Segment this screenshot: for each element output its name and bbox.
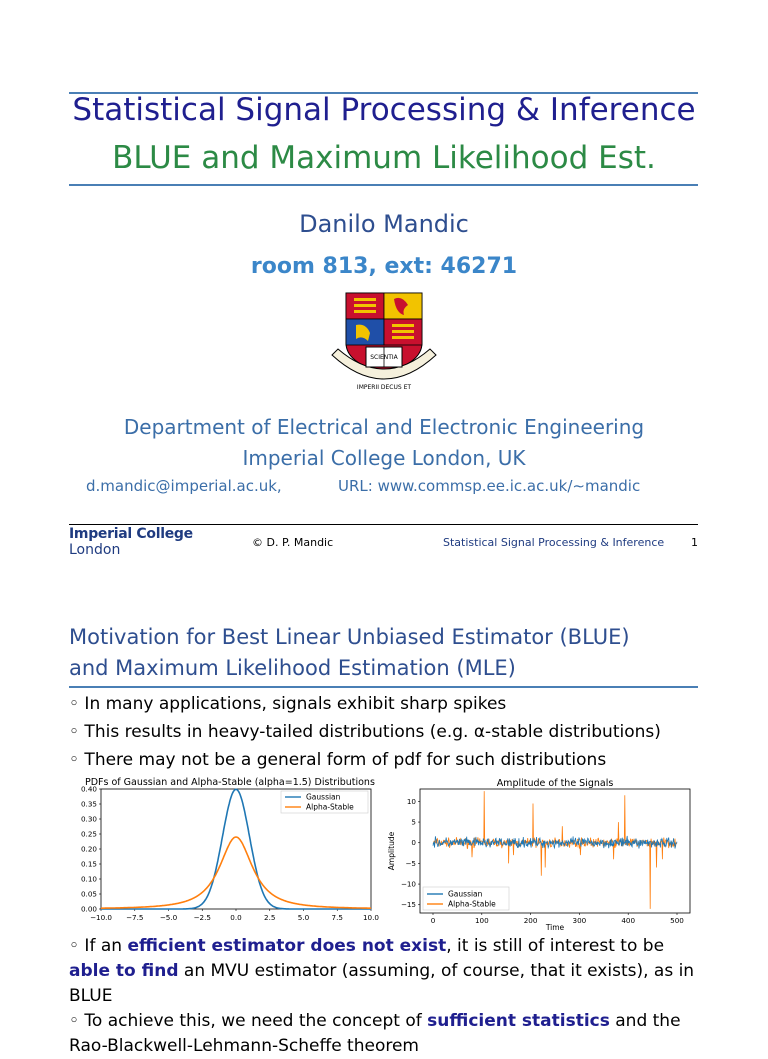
svg-text:IMPERII DECUS ET: IMPERII DECUS ET xyxy=(356,384,412,391)
footer-logo-line2: London xyxy=(69,542,121,558)
room-ext: room 813, ext: 46271 xyxy=(250,254,518,279)
x-tick-label: 10.0 xyxy=(362,913,380,922)
slide2-heading xyxy=(69,622,630,684)
x-tick-label: −5.0 xyxy=(159,913,178,922)
x-tick-label: −10.0 xyxy=(89,913,113,922)
text: , it is still of interest to be xyxy=(446,936,665,956)
page-number: 1 xyxy=(691,536,698,549)
legend-gaussian: Gaussian xyxy=(306,792,341,802)
bullet-list xyxy=(69,690,661,774)
college-crest xyxy=(326,291,442,403)
slide-title: Statistical Signal Processing & Inference xyxy=(72,92,696,128)
bullet-item: ◦ In many applications, signals exhibit sharp spikes xyxy=(69,694,507,714)
y-tick-label: 0.40 xyxy=(80,784,97,794)
legend-gaussian: Gaussian xyxy=(448,889,483,899)
emphasis: efficient estimator does not exist xyxy=(127,936,447,956)
y-ticks xyxy=(401,797,420,909)
svg-text:SCIENTIA: SCIENTIA xyxy=(370,354,398,361)
y-ticks xyxy=(81,785,101,914)
x-tick-label: 300 xyxy=(572,916,587,925)
text: ◦ If an xyxy=(69,936,128,956)
x-tick-label: 5.0 xyxy=(297,913,310,922)
slide2-heading-line2: and Maximum Likelihood Estimation (MLE) xyxy=(69,656,516,680)
x-tick-label: −2.5 xyxy=(193,913,211,922)
slide-subtitle: BLUE and Maximum Likelihood Est. xyxy=(112,140,656,176)
url-link[interactable]: URL: www.commsp.ee.ic.ac.uk/∼mandic xyxy=(338,477,641,495)
y-tick-label: 0.35 xyxy=(80,799,97,809)
footer-course: Statistical Signal Processing & Inference xyxy=(443,536,665,549)
chart-title: Amplitude of the Signals xyxy=(496,778,614,789)
department xyxy=(0,412,768,474)
pdf-chart xyxy=(74,775,384,925)
email-link[interactable]: d.mandic@imperial.ac.uk, xyxy=(86,477,282,495)
y-tick-label: 0.15 xyxy=(80,859,97,869)
bullet-item: ◦ There may not be a general form of pdf for such distributions xyxy=(69,750,607,770)
footer-logo-line1: Imperial College xyxy=(69,526,193,542)
y-tick-label: 0 xyxy=(411,838,416,848)
department-line: Department of Electrical and Electronic Engineering xyxy=(123,415,645,439)
legend-alpha-stable: Alpha-Stable xyxy=(306,802,354,812)
x-tick-label: 400 xyxy=(621,916,636,925)
x-tick-label: −7.5 xyxy=(126,913,144,922)
legend xyxy=(423,887,509,910)
y-tick-label: 0.10 xyxy=(80,874,97,884)
y-tick-label: −10 xyxy=(400,879,416,889)
crest-icon xyxy=(326,291,442,403)
y-tick-label: 10 xyxy=(406,796,416,806)
emphasis: sufficient statistics xyxy=(427,1011,610,1031)
legend-alpha-stable: Alpha-Stable xyxy=(448,899,496,909)
author-name: Danilo Mandic xyxy=(299,210,469,238)
paragraph-1 xyxy=(69,934,709,1009)
x-tick-label: 200 xyxy=(523,916,538,925)
x-axis-label: Time xyxy=(545,923,565,932)
x-ticks xyxy=(90,909,379,922)
y-tick-label: 0.25 xyxy=(80,829,97,839)
x-tick-label: 0.0 xyxy=(230,913,242,922)
paragraph-2 xyxy=(69,1009,709,1034)
paragraph-3: Rao-Blackwell-Lehmann-Scheffe theorem xyxy=(69,1036,419,1056)
y-tick-label: 0.20 xyxy=(80,844,97,854)
text: and the xyxy=(609,1011,681,1031)
bullet-item: ◦ This results in heavy-tailed distributions (e.g. α-stable distributions) xyxy=(69,722,661,742)
text: an MVU estimator (assuming, of course, that it exists), as in BLUE xyxy=(69,961,695,1006)
alpha-stable-line xyxy=(101,837,371,908)
x-tick-label: 0 xyxy=(430,916,436,925)
y-axis-label: Amplitude xyxy=(387,831,396,871)
y-tick-label: 0.00 xyxy=(80,904,97,914)
slide2-heading-line1: Motivation for Best Linear Unbiased Estimator (BLUE) xyxy=(69,625,630,649)
amplitude-chart xyxy=(383,775,695,935)
y-tick-label: 0.05 xyxy=(80,889,97,899)
emphasis: able to find xyxy=(69,961,179,981)
y-tick-label: −5 xyxy=(405,858,416,868)
slide2-heading-rule xyxy=(69,686,698,688)
footer-copyright: © D. P. Mandic xyxy=(252,536,334,549)
college-line: Imperial College London, UK xyxy=(242,446,526,470)
x-tick-label: 100 xyxy=(474,916,489,925)
x-tick-label: 500 xyxy=(670,916,684,925)
legend xyxy=(281,791,368,813)
y-tick-label: −15 xyxy=(400,900,416,910)
footer-rule xyxy=(69,524,698,525)
x-tick-label: 2.5 xyxy=(264,913,276,922)
title-bottom-rule xyxy=(69,184,698,186)
text: ◦ To achieve this, we need the concept of xyxy=(69,1011,428,1031)
slide2-body xyxy=(69,934,709,1059)
chart-title: PDFs of Gaussian and Alpha-Stable (alpha=1.5) Distributions xyxy=(85,777,375,788)
y-tick-label: 0.30 xyxy=(80,814,97,824)
y-tick-label: 5 xyxy=(411,817,416,827)
x-tick-label: 7.5 xyxy=(331,913,343,922)
